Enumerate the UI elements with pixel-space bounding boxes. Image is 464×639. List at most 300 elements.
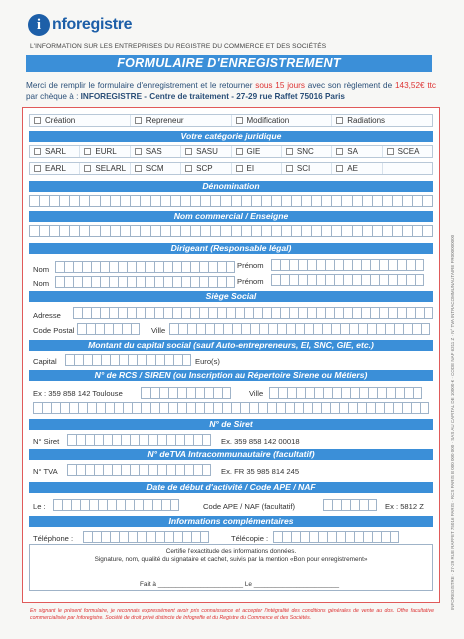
char-cell[interactable] [100,307,109,319]
char-cell[interactable] [166,434,175,446]
char-cell[interactable] [139,434,148,446]
char-cell[interactable] [145,307,154,319]
nom-field-1[interactable] [55,261,235,273]
char-cell[interactable] [307,307,316,319]
char-cell[interactable] [388,307,397,319]
prenom-field-2[interactable] [271,274,424,286]
code-ape-field[interactable] [323,499,377,511]
char-cell[interactable] [341,225,351,237]
char-cell[interactable] [181,307,190,319]
nom-commercial-field[interactable] [29,225,433,237]
checkbox[interactable] [336,148,343,155]
char-cell[interactable] [112,434,121,446]
char-cell[interactable] [361,307,370,319]
char-cell[interactable] [86,323,95,335]
char-cell[interactable] [160,195,170,207]
char-cell[interactable] [152,499,161,511]
telecopie-field[interactable] [273,531,399,543]
char-cell[interactable] [91,307,100,319]
option-radiations[interactable] [332,115,432,126]
char-cell[interactable] [170,225,180,237]
char-cell[interactable] [307,274,316,286]
char-cell[interactable] [128,354,137,366]
char-cell[interactable] [125,499,134,511]
char-cell[interactable] [157,464,166,476]
char-cell[interactable] [312,402,321,414]
char-cell[interactable] [392,225,402,237]
char-cell[interactable] [29,225,39,237]
char-cell[interactable] [140,225,150,237]
char-cell[interactable] [100,276,109,288]
char-cell[interactable] [182,531,191,543]
char-cell[interactable] [118,276,127,288]
char-cell[interactable] [289,274,298,286]
char-cell[interactable] [100,261,109,273]
char-cell[interactable] [150,225,160,237]
char-cell[interactable] [358,323,367,335]
char-cell[interactable] [145,261,154,273]
char-cell[interactable] [226,307,235,319]
char-cell[interactable] [223,323,232,335]
char-cell[interactable] [379,259,388,271]
char-cell[interactable] [354,531,363,543]
char-cell[interactable] [231,225,241,237]
telephone-field[interactable] [83,531,209,543]
char-cell[interactable] [411,402,420,414]
char-cell[interactable] [362,225,372,237]
char-cell[interactable] [202,464,211,476]
char-cell[interactable] [132,402,141,414]
char-cell[interactable] [146,531,155,543]
char-cell[interactable] [76,434,85,446]
char-cell[interactable] [422,225,433,237]
char-cell[interactable] [161,499,170,511]
char-cell[interactable] [163,276,172,288]
char-cell[interactable] [60,402,69,414]
category-ei[interactable] [232,163,282,174]
char-cell[interactable] [384,402,393,414]
char-cell[interactable] [287,387,296,399]
char-cell[interactable] [195,402,204,414]
char-cell[interactable] [314,387,323,399]
checkbox[interactable] [185,148,192,155]
char-cell[interactable] [318,531,327,543]
char-cell[interactable] [262,307,271,319]
char-cell[interactable] [136,307,145,319]
char-cell[interactable] [368,499,377,511]
char-cell[interactable] [402,402,411,414]
char-cell[interactable] [202,434,211,446]
char-cell[interactable] [116,499,125,511]
char-cell[interactable] [33,402,42,414]
char-cell[interactable] [332,499,341,511]
char-cell[interactable] [382,195,392,207]
char-cell[interactable] [412,195,422,207]
char-cell[interactable] [154,307,163,319]
char-cell[interactable] [397,274,406,286]
char-cell[interactable] [101,354,110,366]
char-cell[interactable] [114,402,123,414]
char-cell[interactable] [316,307,325,319]
char-cell[interactable] [244,307,253,319]
char-cell[interactable] [370,259,379,271]
char-cell[interactable] [51,402,60,414]
category-sci[interactable] [282,163,332,174]
char-cell[interactable] [422,195,433,207]
char-cell[interactable] [177,387,186,399]
char-cell[interactable] [164,531,173,543]
category-selarl[interactable] [80,163,130,174]
char-cell[interactable] [322,323,331,335]
char-cell[interactable] [300,531,309,543]
char-cell[interactable] [186,402,195,414]
char-cell[interactable] [235,307,244,319]
char-cell[interactable] [305,387,314,399]
char-cell[interactable] [316,274,325,286]
char-cell[interactable] [121,464,130,476]
char-cell[interactable] [298,307,307,319]
option-repreneur[interactable] [131,115,232,126]
char-cell[interactable] [420,402,429,414]
char-cell[interactable] [217,261,226,273]
char-cell[interactable] [280,259,289,271]
char-cell[interactable] [59,225,69,237]
char-cell[interactable] [89,225,99,237]
char-cell[interactable] [137,354,146,366]
char-cell[interactable] [94,434,103,446]
category-sasu[interactable] [181,146,231,157]
char-cell[interactable] [336,531,345,543]
char-cell[interactable] [394,323,403,335]
char-cell[interactable] [231,402,240,414]
char-cell[interactable] [390,531,399,543]
char-cell[interactable] [175,464,184,476]
char-cell[interactable] [166,464,175,476]
char-cell[interactable] [200,195,210,207]
char-cell[interactable] [121,434,130,446]
char-cell[interactable] [130,464,139,476]
rcs-extra-field[interactable] [33,402,429,414]
char-cell[interactable] [87,402,96,414]
char-cell[interactable] [361,274,370,286]
char-cell[interactable] [323,499,332,511]
category-ae[interactable] [332,163,382,174]
char-cell[interactable] [69,195,79,207]
char-cell[interactable] [150,387,159,399]
char-cell[interactable] [208,307,217,319]
char-cell[interactable] [334,259,343,271]
char-cell[interactable] [136,261,145,273]
char-cell[interactable] [301,195,311,207]
char-cell[interactable] [92,531,101,543]
char-cell[interactable] [200,531,209,543]
char-cell[interactable] [280,307,289,319]
nom-field-2[interactable] [55,276,235,288]
char-cell[interactable] [397,307,406,319]
char-cell[interactable] [163,261,172,273]
category-eurl[interactable] [80,146,130,157]
char-cell[interactable] [64,261,73,273]
char-cell[interactable] [421,323,430,335]
category-gie[interactable] [232,146,282,157]
char-cell[interactable] [39,195,49,207]
char-cell[interactable] [67,464,76,476]
siret-field[interactable] [67,434,211,446]
char-cell[interactable] [372,531,381,543]
char-cell[interactable] [186,387,195,399]
char-cell[interactable] [95,323,104,335]
char-cell[interactable] [388,274,397,286]
char-cell[interactable] [361,259,370,271]
char-cell[interactable] [210,195,220,207]
char-cell[interactable] [182,354,191,366]
char-cell[interactable] [77,323,86,335]
char-cell[interactable] [348,402,357,414]
char-cell[interactable] [330,402,339,414]
char-cell[interactable] [148,434,157,446]
option-modification[interactable] [232,115,333,126]
char-cell[interactable] [332,387,341,399]
char-cell[interactable] [67,434,76,446]
char-cell[interactable] [368,387,377,399]
char-cell[interactable] [281,225,291,237]
char-cell[interactable] [119,354,128,366]
char-cell[interactable] [205,323,214,335]
char-cell[interactable] [325,259,334,271]
char-cell[interactable] [193,464,202,476]
char-cell[interactable] [130,225,140,237]
checkbox[interactable] [84,148,91,155]
char-cell[interactable] [370,274,379,286]
char-cell[interactable] [184,464,193,476]
char-cell[interactable] [130,434,139,446]
checkbox[interactable] [185,165,192,172]
char-cell[interactable] [94,464,103,476]
char-cell[interactable] [352,225,362,237]
char-cell[interactable] [366,402,375,414]
denomination-field[interactable] [29,195,433,207]
char-cell[interactable] [259,323,268,335]
char-cell[interactable] [271,259,280,271]
checkbox[interactable] [286,165,293,172]
char-cell[interactable] [268,323,277,335]
category-sarl[interactable] [30,146,80,157]
char-cell[interactable] [122,323,131,335]
char-cell[interactable] [402,225,412,237]
char-cell[interactable] [339,402,348,414]
char-cell[interactable] [331,225,341,237]
char-cell[interactable] [277,323,286,335]
char-cell[interactable] [69,402,78,414]
char-cell[interactable] [65,354,74,366]
char-cell[interactable] [291,225,301,237]
checkbox[interactable] [236,117,243,124]
char-cell[interactable] [172,307,181,319]
checkbox[interactable] [34,148,41,155]
capital-field[interactable] [65,354,191,366]
char-cell[interactable] [232,323,241,335]
char-cell[interactable] [79,195,89,207]
char-cell[interactable] [150,195,160,207]
char-cell[interactable] [130,195,140,207]
char-cell[interactable] [128,531,137,543]
char-cell[interactable] [343,307,352,319]
char-cell[interactable] [280,274,289,286]
char-cell[interactable] [100,225,110,237]
char-cell[interactable] [313,323,322,335]
char-cell[interactable] [261,195,271,207]
char-cell[interactable] [331,195,341,207]
char-cell[interactable] [402,195,412,207]
char-cell[interactable] [343,274,352,286]
char-cell[interactable] [85,464,94,476]
char-cell[interactable] [55,276,64,288]
char-cell[interactable] [136,276,145,288]
char-cell[interactable] [170,195,180,207]
char-cell[interactable] [29,195,39,207]
char-cell[interactable] [195,387,204,399]
char-cell[interactable] [73,261,82,273]
char-cell[interactable] [311,225,321,237]
char-cell[interactable] [159,387,168,399]
char-cell[interactable] [349,323,358,335]
char-cell[interactable] [231,195,241,207]
checkbox[interactable] [236,148,243,155]
char-cell[interactable] [127,276,136,288]
char-cell[interactable] [289,307,298,319]
category-sas[interactable] [131,146,181,157]
char-cell[interactable] [296,387,305,399]
char-cell[interactable] [294,402,303,414]
char-cell[interactable] [69,225,79,237]
char-cell[interactable] [382,225,392,237]
char-cell[interactable] [241,195,251,207]
checkbox[interactable] [336,117,343,124]
char-cell[interactable] [112,464,121,476]
char-cell[interactable] [169,323,178,335]
char-cell[interactable] [295,323,304,335]
char-cell[interactable] [154,276,163,288]
char-cell[interactable] [175,434,184,446]
char-cell[interactable] [173,531,182,543]
char-cell[interactable] [363,531,372,543]
char-cell[interactable] [140,195,150,207]
char-cell[interactable] [285,402,294,414]
char-cell[interactable] [386,387,395,399]
char-cell[interactable] [403,323,412,335]
char-cell[interactable] [199,307,208,319]
char-cell[interactable] [362,195,372,207]
signature-box[interactable] [29,544,433,591]
char-cell[interactable] [267,402,276,414]
adresse-field[interactable] [73,307,433,319]
char-cell[interactable] [311,195,321,207]
category-sa[interactable] [332,146,382,157]
char-cell[interactable] [104,323,113,335]
char-cell[interactable] [71,499,80,511]
char-cell[interactable] [291,195,301,207]
checkbox[interactable] [34,117,41,124]
char-cell[interactable] [150,402,159,414]
code-postal-field[interactable] [77,323,140,335]
char-cell[interactable] [226,261,235,273]
char-cell[interactable] [39,225,49,237]
char-cell[interactable] [226,276,235,288]
date-field[interactable] [53,499,179,511]
option-creation[interactable] [30,115,131,126]
char-cell[interactable] [119,531,128,543]
char-cell[interactable] [208,261,217,273]
checkbox[interactable] [34,165,41,172]
char-cell[interactable] [160,225,170,237]
char-cell[interactable] [291,531,300,543]
char-cell[interactable] [103,434,112,446]
char-cell[interactable] [392,195,402,207]
char-cell[interactable] [110,531,119,543]
char-cell[interactable] [155,354,164,366]
char-cell[interactable] [145,276,154,288]
char-cell[interactable] [170,499,179,511]
char-cell[interactable] [80,499,89,511]
char-cell[interactable] [181,261,190,273]
char-cell[interactable] [100,195,110,207]
char-cell[interactable] [134,499,143,511]
char-cell[interactable] [269,387,278,399]
char-cell[interactable] [146,354,155,366]
char-cell[interactable] [204,402,213,414]
char-cell[interactable] [82,307,91,319]
char-cell[interactable] [241,225,251,237]
char-cell[interactable] [141,387,150,399]
char-cell[interactable] [271,195,281,207]
char-cell[interactable] [101,531,110,543]
char-cell[interactable] [253,307,262,319]
char-cell[interactable] [168,387,177,399]
char-cell[interactable] [120,225,130,237]
char-cell[interactable] [258,402,267,414]
char-cell[interactable] [301,225,311,237]
char-cell[interactable] [91,261,100,273]
char-cell[interactable] [250,323,259,335]
char-cell[interactable] [118,307,127,319]
char-cell[interactable] [415,274,424,286]
char-cell[interactable] [379,274,388,286]
char-cell[interactable] [190,307,199,319]
char-cell[interactable] [155,531,164,543]
char-cell[interactable] [137,531,146,543]
char-cell[interactable] [53,499,62,511]
char-cell[interactable] [217,276,226,288]
char-cell[interactable] [148,464,157,476]
char-cell[interactable] [193,434,202,446]
char-cell[interactable] [178,323,187,335]
char-cell[interactable] [208,276,217,288]
char-cell[interactable] [352,307,361,319]
char-cell[interactable] [213,387,222,399]
char-cell[interactable] [143,499,152,511]
char-cell[interactable] [240,402,249,414]
char-cell[interactable] [273,531,282,543]
char-cell[interactable] [397,259,406,271]
char-cell[interactable] [49,225,59,237]
category-snc[interactable] [282,146,332,157]
char-cell[interactable] [204,387,213,399]
rcs-number-field[interactable] [141,387,231,399]
char-cell[interactable] [109,261,118,273]
char-cell[interactable] [123,402,132,414]
char-cell[interactable] [110,354,119,366]
char-cell[interactable] [191,531,200,543]
